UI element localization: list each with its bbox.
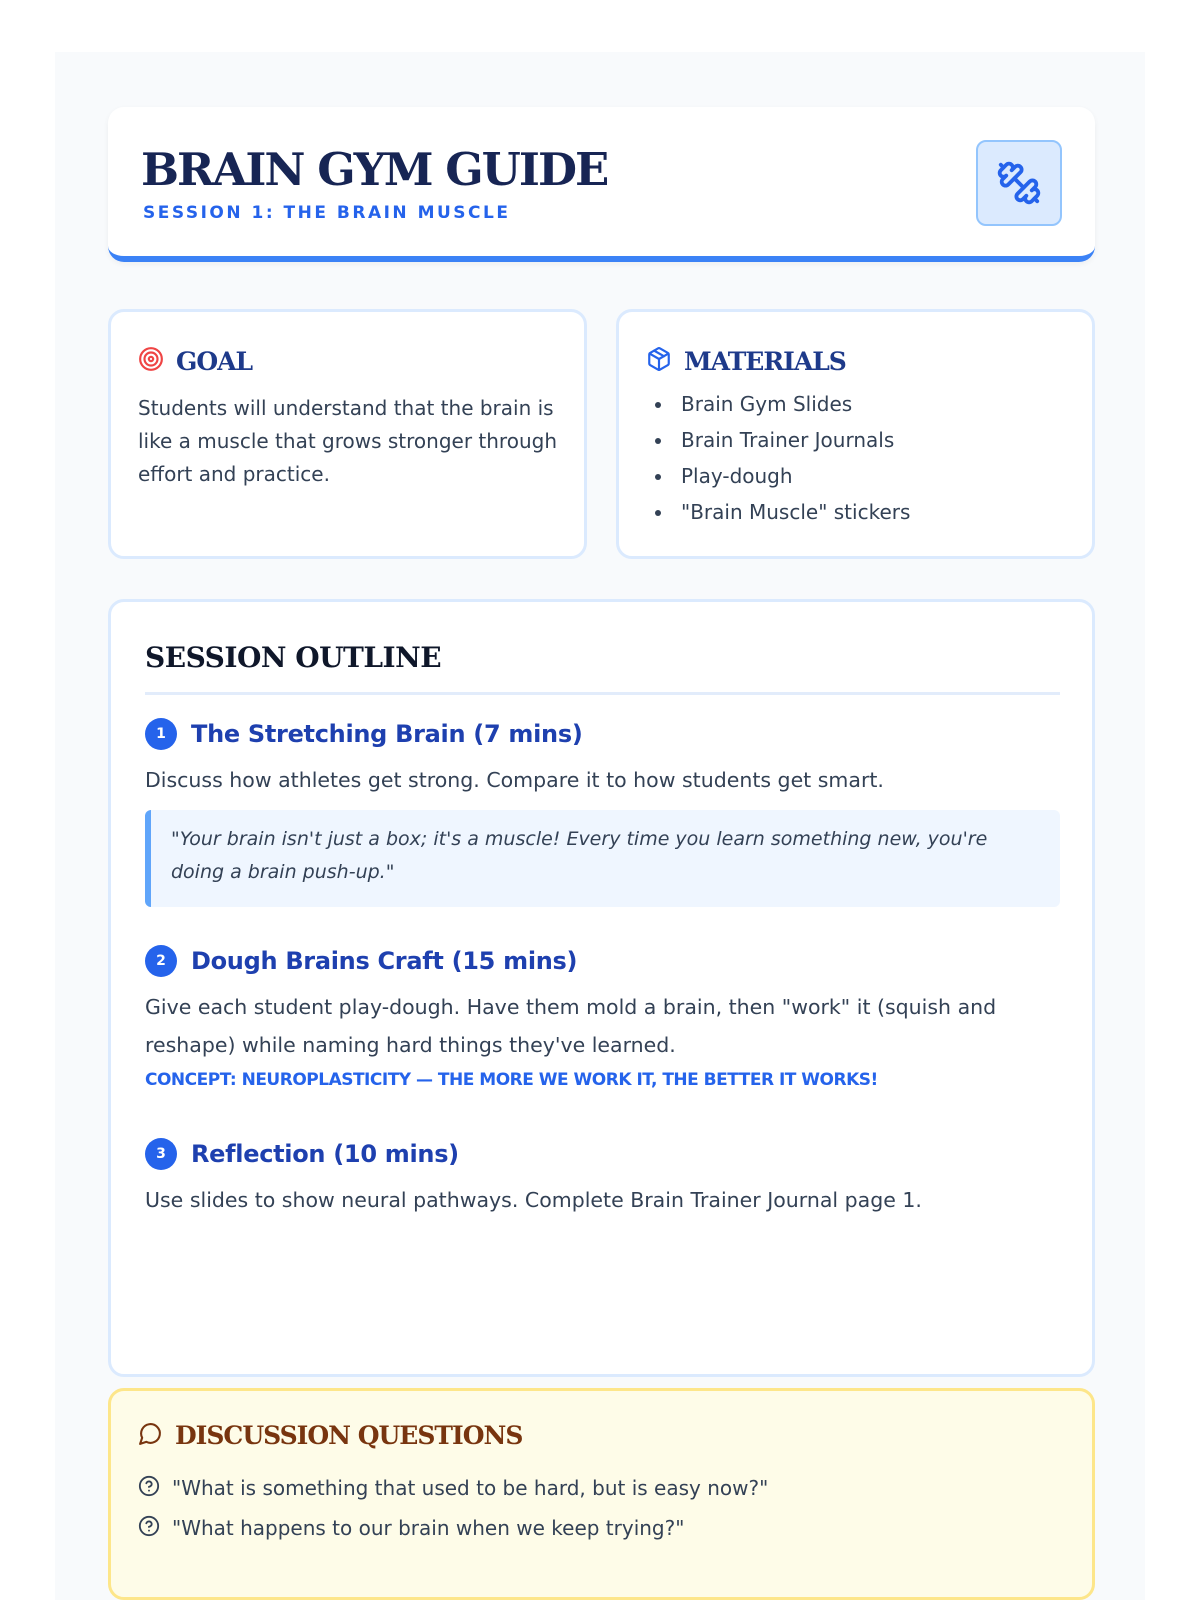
step-description: Discuss how athletes get strong. Compare it to how students get smart.: [145, 768, 884, 792]
question-circle-icon: [138, 1475, 160, 1502]
materials-title: MATERIALS: [684, 346, 846, 376]
box-icon: [646, 346, 672, 376]
outline-step-1: [145, 717, 1060, 907]
list-item: Brain Trainer Journals: [651, 422, 910, 458]
list-item: Brain Gym Slides: [651, 386, 910, 422]
step-number-badge: 3: [145, 1138, 177, 1170]
goal-title: GOAL: [176, 346, 253, 376]
outline-step-3: [145, 1137, 1060, 1219]
list-item: [138, 1468, 768, 1508]
guide-header: [108, 107, 1095, 262]
list-item: [138, 1508, 768, 1548]
session-outline-card: [108, 599, 1095, 1377]
outline-step-2: [145, 944, 1060, 1090]
materials-card: [616, 309, 1095, 559]
guide-page: [55, 52, 1145, 1600]
session-subtitle: SESSION 1: THE BRAIN MUSCLE: [143, 203, 511, 223]
goal-heading: [138, 346, 252, 376]
divider: [145, 692, 1060, 695]
discussion-heading: [138, 1421, 522, 1450]
discussion-questions-card: [108, 1388, 1095, 1600]
page-title: BRAIN GYM GUIDE: [141, 143, 608, 196]
question-text: "What is something that used to be hard, but is easy now?": [172, 1476, 769, 1500]
step-number-badge: 1: [145, 718, 177, 750]
question-list: [138, 1468, 768, 1548]
outline-title: SESSION OUTLINE: [145, 641, 442, 674]
speech-bubble-icon: [138, 1421, 163, 1450]
step-description: Use slides to show neural pathways. Complete Brain Trainer Journal page 1.: [145, 1188, 922, 1212]
target-icon: [138, 346, 164, 376]
goal-card: [108, 309, 587, 559]
list-item: Play-dough: [651, 458, 910, 494]
dumbbell-icon: [976, 140, 1062, 226]
step-title: The Stretching Brain (7 mins): [191, 720, 583, 748]
list-item: "Brain Muscle" stickers: [651, 494, 910, 530]
step-concept: CONCEPT: NEUROPLASTICITY — THE MORE WE WORK IT, THE BETTER IT WORKS!: [145, 1070, 878, 1090]
question-text: "What happens to our brain when we keep trying?": [172, 1516, 685, 1540]
materials-list: [651, 386, 910, 530]
step-number-badge: 2: [145, 945, 177, 977]
materials-heading: [646, 346, 846, 376]
step-quote: "Your brain isn't just a box; it's a muscle! Every time you learn something new, you're doing a brain push-up.": [145, 810, 1060, 907]
goal-text: Students will understand that the brain is like a muscle that grows stronger through effort and practice.: [138, 396, 557, 486]
step-title: Dough Brains Craft (15 mins): [191, 947, 578, 975]
question-circle-icon: [138, 1515, 160, 1542]
discussion-title: DISCUSSION QUESTIONS: [175, 1421, 523, 1450]
step-description: Give each student play-dough. Have them mold a brain, then "work" it (squish and reshape) while naming hard things they've learned.: [145, 995, 997, 1057]
step-title: Reflection (10 mins): [191, 1140, 459, 1168]
